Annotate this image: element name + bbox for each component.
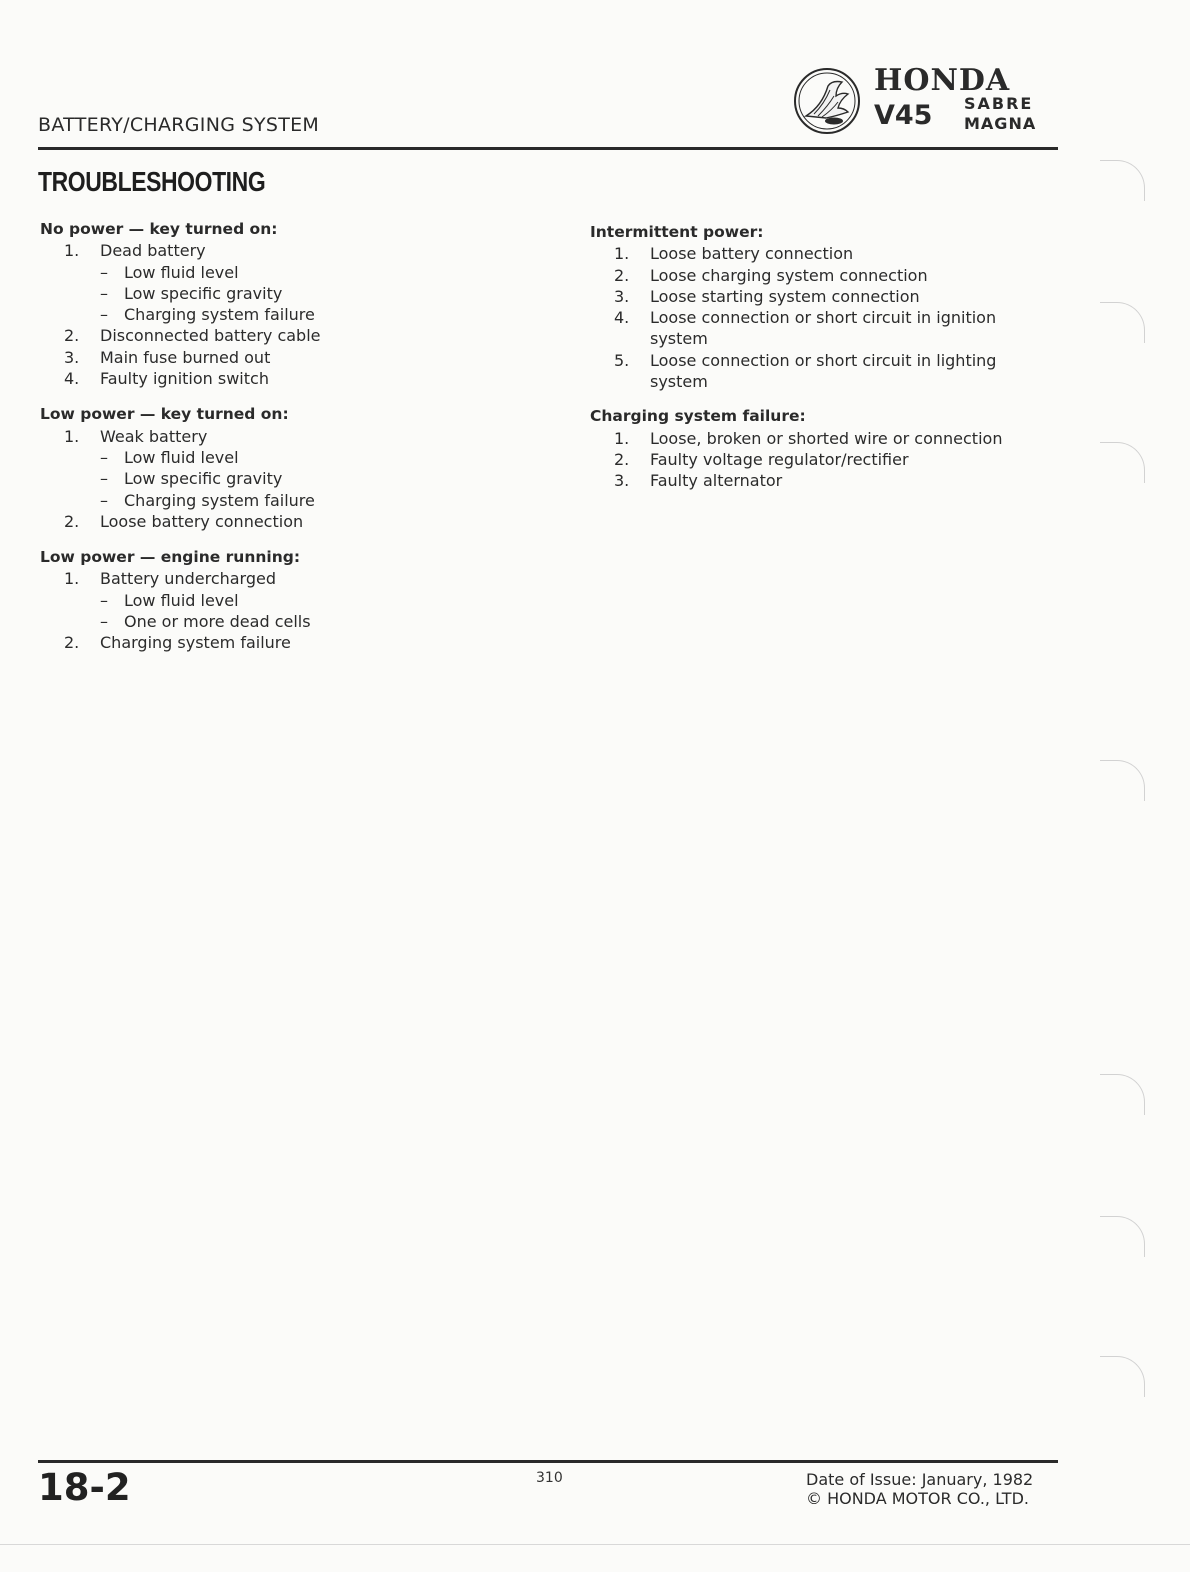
sub-item-text: Low fluid level [124,447,239,467]
troubleshooting-group [40,219,540,389]
section-title: BATTERY/CHARGING SYSTEM [38,114,320,136]
sub-cause-item [40,283,540,304]
cause-item [40,325,540,346]
item-text: Loose battery connection [650,244,854,264]
troubleshooting-group [40,404,540,532]
sub-item-text: Charging system failure [124,490,315,510]
sub-cause-item [40,468,540,489]
sub-cause-item [40,490,540,511]
troubleshooting-group [40,547,540,653]
item-number: 2. [614,449,630,469]
item-text: Battery undercharged [100,569,277,589]
item-number: 4. [614,308,630,328]
item-number: 2. [64,633,80,653]
sub-cause-item [40,590,540,611]
dash-marker: – [100,490,108,510]
honda-wing-emblem-icon [792,66,862,136]
group-title: Low power — engine running: [40,548,301,567]
group-title: Intermittent power: [590,223,764,241]
footer-rule [38,1460,1058,1463]
cause-item [40,426,540,447]
item-number: 1. [614,244,630,264]
item-text: Charging system failure [100,633,291,653]
dash-marker: – [100,590,108,610]
binder-hole-mark [1100,1216,1145,1257]
cause-item [40,240,540,261]
item-number: 2. [64,326,80,346]
sub-item-text: Low specific gravity [124,283,283,303]
item-number: 5. [614,350,630,370]
cause-item [590,307,1050,350]
cause-item [40,347,540,368]
copyright: © HONDA MOTOR CO., LTD. [806,1489,1029,1508]
item-text: Dead battery [100,241,206,261]
item-text: Faulty ignition switch [100,369,269,389]
cause-item [590,428,1050,449]
sheet-number: 310 [536,1470,563,1486]
item-text: Loose, broken or shorted wire or connection [650,428,1003,448]
cause-item [40,368,540,389]
sub-item-text: Low fluid level [124,590,239,610]
troubleshooting-group [590,406,1050,491]
binder-hole-mark [1100,302,1145,343]
item-text: Loose connection or short circuit in ignition system [650,308,997,349]
item-number: 1. [64,569,80,589]
binder-hole-mark [1100,1356,1145,1397]
page-heading: TROUBLESHOOTING [38,166,266,197]
sub-cause-item [40,611,540,632]
sub-item-text: Low fluid level [124,262,239,282]
item-text: Faulty voltage regulator/rectifier [650,449,909,469]
header-rule [38,147,1058,150]
group-title: Low power — key turned on: [40,405,289,424]
item-text: Loose connection or short circuit in lighting system [650,350,997,392]
item-text: Main fuse burned out [100,347,271,367]
cause-item [590,243,1050,264]
binder-hole-mark [1100,442,1145,483]
item-text: Loose starting system connection [650,286,920,306]
item-number: 1. [614,428,630,448]
dash-marker: – [100,305,108,325]
dash-marker: – [100,447,108,467]
dash-marker: – [100,612,108,632]
item-number: 2. [64,511,80,531]
dash-marker: – [100,469,108,489]
left-column [40,219,540,669]
scan-edge-line [0,1544,1190,1545]
sub-cause-item [40,447,540,468]
cause-item [590,286,1050,307]
item-number: 1. [64,426,80,446]
cause-item [40,511,540,532]
honda-logo [792,64,1062,140]
binder-hole-mark [1100,160,1145,201]
logo-brand: HONDA [874,63,1011,98]
cause-item [590,449,1050,470]
binder-hole-mark [1100,1074,1145,1115]
item-text: Disconnected battery cable [100,326,321,346]
item-text: Loose charging system connection [650,265,928,285]
group-title: No power — key turned on: [40,220,278,238]
sub-cause-item [40,304,540,325]
sub-item-text: Low specific gravity [124,469,283,489]
cause-item [40,632,540,653]
logo-variant-sabre: SABRE [964,94,1034,113]
item-text: Weak battery [100,426,208,446]
group-title: Charging system failure: [590,407,806,426]
dash-marker: – [100,283,108,303]
sub-cause-item [40,262,540,283]
binder-hole-mark [1100,760,1145,801]
item-text: Faulty alternator [650,471,783,491]
dash-marker: – [100,262,108,282]
item-number: 1. [64,241,80,261]
item-number: 3. [64,347,80,367]
item-number: 3. [614,471,630,491]
sub-item-text: Charging system failure [124,305,315,325]
logo-variant-magna: MAGNA [964,114,1037,133]
cause-item [590,350,1050,393]
item-number: 3. [614,286,630,306]
item-number: 4. [64,369,80,389]
page-number: 18-2 [38,1466,131,1509]
sub-item-text: One or more dead cells [124,612,311,632]
logo-model: V45 [874,100,933,131]
issue-date: Date of Issue: January, 1982 [806,1470,1034,1489]
cause-item [40,568,540,589]
cause-item [590,265,1050,286]
right-column [590,222,1050,506]
item-text: Loose battery connection [100,511,304,531]
cause-item [590,470,1050,491]
item-number: 2. [614,265,630,285]
troubleshooting-group [590,222,1050,392]
